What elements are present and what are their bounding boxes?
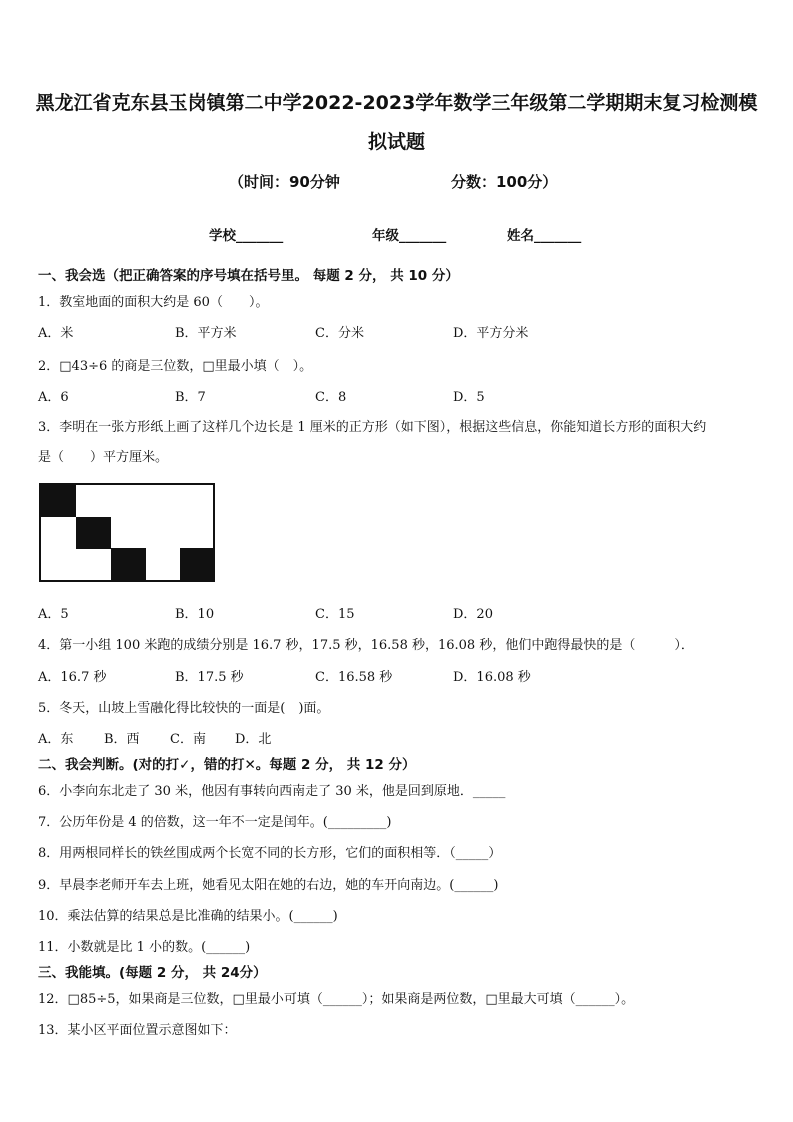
school-field: 学校_______ bbox=[209, 228, 284, 244]
q4-option-b: B．17.5 秒 bbox=[175, 670, 244, 685]
question-11: 11．小数就是比 1 小的数。(______) bbox=[38, 940, 251, 955]
q2-option-a: A．6 bbox=[38, 390, 69, 405]
q3-option-d: D．20 bbox=[453, 607, 493, 622]
q1-option-d: D．平方分米 bbox=[453, 326, 529, 341]
q5-option-d: D．北 bbox=[235, 732, 272, 747]
question-8: 8．用两根同样长的铁丝围成两个长宽不同的长方形，它们的面积相等．（_____） bbox=[38, 846, 502, 861]
q5-option-b: B．西 bbox=[104, 732, 140, 747]
q2-option-b: B．7 bbox=[175, 390, 206, 405]
section-1-heading: 一、我会选（把正确答案的序号填在括号里。 每题 2 分， 共 10 分） bbox=[38, 268, 459, 284]
question-10: 10．乘法估算的结果总是比准确的结果小。(______) bbox=[38, 909, 338, 924]
question-2: 2．□43÷6 的商是三位数，□里最小填（ ）。 bbox=[38, 359, 313, 374]
q2-option-d: D．5 bbox=[453, 390, 485, 405]
q1-option-b: B．平方米 bbox=[175, 326, 237, 341]
q5-option-c: C．南 bbox=[170, 732, 206, 747]
rectangle-squares-figure bbox=[39, 483, 215, 582]
q3-option-b: B．10 bbox=[175, 607, 215, 622]
q3-option-a: A．5 bbox=[38, 607, 69, 622]
q5-option-a: A．东 bbox=[38, 732, 74, 747]
question-12: 12．□85÷5，如果商是三位数，□里最小可填（______）；如果商是两位数，□里最大可填（______）。 bbox=[38, 992, 635, 1007]
question-3: 3．李明在一张方形纸上画了这样几个边长是 1 厘米的正方形（如下图），根据这些信息，你能知道长方形的面积大约 bbox=[38, 420, 707, 435]
page-title-line-1: 黑龙江省克东县玉岗镇第二中学2022-2023学年数学三年级第二学期期末复习检测模 bbox=[35, 92, 758, 114]
question-4: 4．第一小组 100 米跑的成绩分别是 16.7 秒，17.5 秒，16.58 秒，16.08 秒，他们中跑得最快的是（ ）． bbox=[38, 638, 694, 653]
question-7: 7．公历年份是 4 的倍数，这一年不一定是闰年。(_________) bbox=[38, 815, 392, 830]
black-square bbox=[41, 485, 76, 517]
question-1: 1．教室地面的面积大约是 60（ ）。 bbox=[38, 295, 269, 310]
grade-field: 年级_______ bbox=[372, 228, 447, 244]
page-title-line-2: 拟试题 bbox=[367, 131, 425, 153]
question-6: 6．小李向东北走了 30 米，他因有事转向西南走了 30 米，他是回到原地．_____ bbox=[38, 784, 506, 799]
time-info: （时间：90分钟 bbox=[229, 173, 340, 191]
q2-option-c: C．8 bbox=[315, 390, 347, 405]
score-info: 分数：100分） bbox=[451, 173, 558, 191]
black-square bbox=[180, 548, 215, 580]
black-square bbox=[76, 517, 111, 549]
q1-option-a: A．米 bbox=[38, 326, 74, 341]
question-13: 13．某小区平面位置示意图如下： bbox=[38, 1023, 237, 1038]
question-3-line-2: 是（ ）平方厘米。 bbox=[38, 450, 169, 465]
name-field: 姓名_______ bbox=[507, 228, 582, 244]
q4-option-a: A．16.7 秒 bbox=[38, 670, 107, 685]
q4-option-c: C．16.58 秒 bbox=[315, 670, 393, 685]
q4-option-d: D．16.08 秒 bbox=[453, 670, 531, 685]
section-3-heading: 三、我能填。(每题 2 分， 共 24分） bbox=[38, 965, 267, 981]
question-5: 5．冬天，山坡上雪融化得比较快的一面是( )面。 bbox=[38, 701, 330, 716]
black-square bbox=[111, 548, 146, 580]
question-9: 9．早晨李老师开车去上班，她看见太阳在她的右边，她的车开向南边。(______) bbox=[38, 878, 499, 893]
section-2-heading: 二、我会判断。(对的打✓，错的打✕。每题 2 分， 共 12 分） bbox=[38, 757, 416, 773]
q3-option-c: C．15 bbox=[315, 607, 355, 622]
q1-option-c: C．分米 bbox=[315, 326, 364, 341]
